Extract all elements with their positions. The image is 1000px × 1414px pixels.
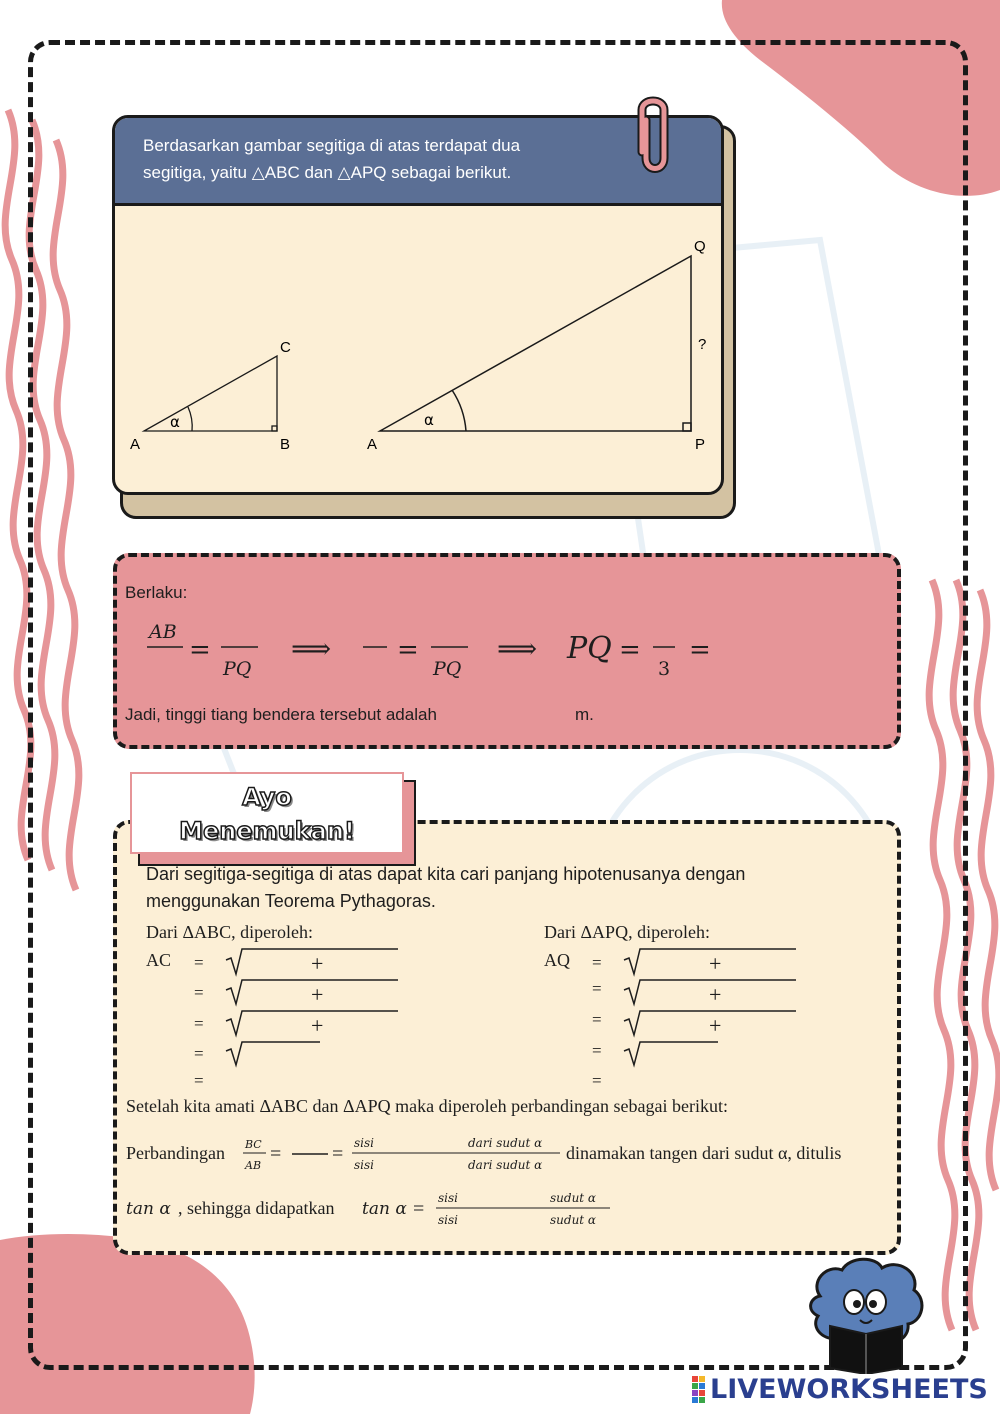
header-line-2c: APQ sebagai berikut.	[350, 163, 512, 182]
small-vertex-b: B	[280, 436, 291, 453]
header-line-1: Berdasarkan gambar segitiga di atas terdapat dua	[143, 136, 521, 155]
perbandingan-label: Perbandingan	[126, 1143, 225, 1163]
ac-eq-3: =	[194, 1014, 204, 1033]
arrow-2-icon: ⟹	[497, 632, 538, 665]
intro-line-1: Dari segitiga-segitiga di atas dapat kita cari panjang hipotenusanya dengan	[146, 864, 746, 884]
ac-label: AC	[146, 950, 172, 970]
aq-eq-4: =	[592, 1041, 602, 1060]
named-text: dinamakan tangen dari sudut α, ditulis	[566, 1143, 842, 1163]
liveworksheets-logo[interactable]: LIVEWORKSHEETS	[710, 1374, 988, 1405]
dari-sudut-num: dari sudut α	[468, 1136, 543, 1150]
conclusion-text: Jadi, tinggi tiang bendera tersebut adalah	[125, 705, 437, 724]
tan-eq-3: =	[413, 1198, 425, 1220]
apq-heading: Dari ΔAPQ, diperoleh:	[544, 922, 711, 942]
berlaku-label: Berlaku:	[125, 583, 188, 602]
ac-plus-1: +	[311, 951, 324, 976]
sehingga-text: , sehingga didapatkan	[178, 1198, 335, 1218]
sisi-den: sisi	[354, 1158, 374, 1172]
sisi-num-2: sisi	[438, 1191, 458, 1205]
equals-1: =	[189, 635, 211, 665]
big-vertex-a: A	[367, 436, 378, 453]
aq-eq-5: =	[592, 1071, 602, 1090]
sudut-den: sudut α	[550, 1213, 597, 1227]
ac-plus-2: +	[311, 982, 324, 1007]
unknown-side-label: ?	[698, 336, 707, 353]
aq-plus-1: +	[709, 951, 722, 976]
triangle-symbol-icon: △	[251, 163, 265, 183]
ayo-line-2: Menemukan!	[179, 817, 355, 845]
tan-alpha-2: tan α	[362, 1199, 407, 1219]
equals-3: =	[619, 635, 641, 665]
big-angle-alpha: α	[424, 411, 434, 429]
tangent-ratio	[120, 1126, 900, 1236]
sudut-num: sudut α	[550, 1191, 597, 1205]
ayo-menemukan-label	[130, 772, 404, 854]
small-triangle	[144, 356, 277, 431]
frac2-denominator: PQ	[223, 658, 252, 680]
triangle-symbol-icon: △	[337, 163, 351, 183]
unit-text: m.	[575, 705, 594, 724]
ac-eq-5: =	[194, 1071, 204, 1090]
aq-plus-3: +	[709, 1013, 722, 1038]
ac-eq-4: =	[194, 1044, 204, 1063]
ac-eq-1: =	[194, 953, 204, 972]
equals-2: =	[397, 635, 419, 665]
frac1-numerator: AB	[149, 621, 177, 643]
abc-heading: Dari ΔABC, diperoleh:	[146, 922, 314, 942]
aq-pythagoras-steps	[584, 946, 804, 1090]
equals-4: =	[689, 635, 711, 665]
aq-plus-2: +	[709, 982, 722, 1007]
paperclip-icon	[632, 92, 674, 178]
ab-denominator: AB	[245, 1159, 262, 1172]
sisi-den-2: sisi	[438, 1213, 458, 1227]
ratio-equation	[113, 600, 901, 690]
ac-plus-3: +	[311, 1013, 324, 1038]
card-header-text	[143, 132, 663, 187]
sisi-num: sisi	[354, 1136, 374, 1150]
liveworksheets-mini-logo-icon	[692, 1376, 706, 1404]
aq-eq-1: =	[592, 953, 602, 972]
aq-eq-3: =	[592, 1010, 602, 1029]
big-vertex-p: P	[695, 436, 706, 453]
small-vertex-a: A	[130, 436, 141, 453]
frac3-denominator: PQ	[433, 658, 462, 680]
bc-numerator: BC	[245, 1138, 262, 1151]
header-line-2a: segitiga, yaitu	[143, 163, 247, 182]
intro-line-2: menggunakan Teorema Pythagoras.	[146, 891, 436, 911]
reading-mascot-icon	[806, 1256, 930, 1374]
aq-eq-2: =	[592, 979, 602, 998]
big-triangle	[380, 256, 691, 431]
dari-sudut-den: dari sudut α	[468, 1158, 543, 1172]
comparison-text: Setelah kita amati ΔABC dan ΔAPQ maka diperoleh perbandingan sebagai berikut:	[126, 1096, 728, 1116]
intro-text	[146, 861, 886, 915]
ayo-line-1: Ayo	[242, 783, 292, 811]
tan-alpha-1: tan α	[126, 1199, 171, 1219]
small-angle-alpha: α	[170, 413, 180, 431]
pq-label: PQ	[567, 631, 612, 666]
triangle-diagram	[112, 205, 724, 485]
big-vertex-q: Q	[694, 238, 706, 255]
header-line-2b: ABC dan	[264, 163, 333, 182]
ac-eq-2: =	[194, 983, 204, 1002]
tan-eq-1: =	[270, 1143, 282, 1165]
aq-label: AQ	[544, 950, 570, 970]
card-header	[115, 118, 721, 206]
small-vertex-c: C	[280, 339, 291, 356]
three-denominator: 3	[658, 658, 671, 680]
arrow-1-icon: ⟹	[291, 632, 332, 665]
tan-eq-2: =	[332, 1143, 344, 1165]
ac-pythagoras-steps	[186, 946, 406, 1090]
